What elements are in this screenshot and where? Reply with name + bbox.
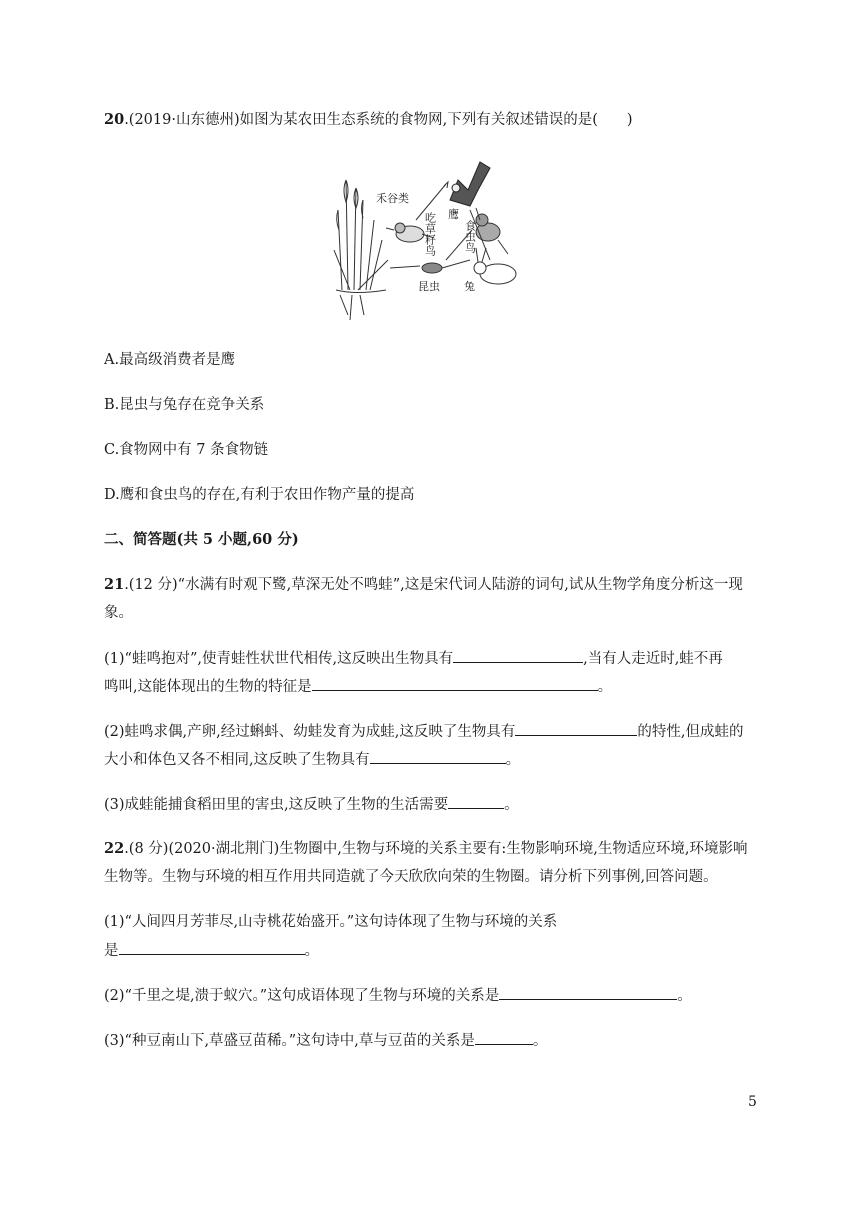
q22-part1-line2 xyxy=(104,940,319,961)
rabbit-icon xyxy=(474,248,516,284)
answer-blank[interactable] xyxy=(499,985,677,1000)
question-text: .(8 分)(2020·湖北荆门)生物圈中,生物与环境的关系主要有:生物影响环境,生物适应环境,环境影响 xyxy=(124,841,748,857)
q21-p1-text: (1)“蛙鸣抱对”,使青蛙性状世代相传,这反映出生物具有 xyxy=(104,651,454,667)
q21-p2-text: (2)蛙鸣求偶,产卵,经过蝌蚪、幼蛙发育为成蛙,这反映了生物具有 xyxy=(104,724,516,740)
q22-p2-end: 。 xyxy=(677,988,692,1004)
q21-part2-line2 xyxy=(104,749,520,770)
q21-p3-text: (3)成蛙能捕食稻田里的害虫,这反映了生物的生活需要 xyxy=(104,797,449,813)
q22-p2-text: (2)“千里之堤,溃于蚁穴。”这句成语体现了生物与环境的关系是 xyxy=(104,988,500,1004)
page-number: 5 xyxy=(748,1094,757,1110)
q21-part1-line1 xyxy=(104,648,723,669)
question-text: .(2019·山东德州)如图为某农田生态系统的食物网,下列有关叙述错误的是( ) xyxy=(124,112,633,128)
label-rabbit: 兔 xyxy=(464,280,475,293)
question-21-stem xyxy=(104,575,743,595)
insect-bird-icon xyxy=(476,214,508,254)
q22-p3-text: (3)“种豆南山下,草盛豆苗稀。”这句诗中,草与豆苗的关系是 xyxy=(104,1033,475,1049)
option-b: B.昆虫与兔存在竞争关系 xyxy=(104,397,265,413)
food-web-figure xyxy=(330,150,530,322)
question-21-stem-cont: 象。 xyxy=(104,605,133,621)
q21-p1-text3: 鸣叫,这能体现出的生物的特征是 xyxy=(104,679,312,695)
q21-p1-text2: ,当有人走近时,蛙不再 xyxy=(583,651,723,667)
question-22-stem xyxy=(104,839,747,859)
answer-blank[interactable] xyxy=(370,749,506,764)
q22-part2 xyxy=(104,985,692,1006)
q21-p2-end: 。 xyxy=(505,752,521,768)
question-number: 21 xyxy=(104,576,125,593)
q22-p1-end: 。 xyxy=(304,943,319,959)
option-a: A.最高级消费者是鹰 xyxy=(104,352,236,368)
answer-blank[interactable] xyxy=(515,721,637,736)
label-insect: 昆虫 xyxy=(418,280,440,293)
answer-blank[interactable] xyxy=(119,940,305,955)
section-title: 二、简答题(共 5 小题,60 分) xyxy=(104,531,299,548)
question-22-stem-cont: 生物等。生物与环境的相互作用共同造就了今天欣欣向荣的生物圈。请分析下列事例,回答问题。 xyxy=(104,869,718,885)
label-seed-bird: 吃草籽鸟 xyxy=(423,212,437,256)
q21-p1-end: 。 xyxy=(597,679,613,695)
answer-blank[interactable] xyxy=(448,794,504,809)
label-grain: 禾谷类 xyxy=(376,192,409,205)
q22-p3-end: 。 xyxy=(532,1033,548,1049)
q21-p2-text3: 大小和体色又各不相同,这反映了生物具有 xyxy=(104,752,370,768)
q21-p3-end: 。 xyxy=(504,797,519,813)
question-20-stem xyxy=(104,110,633,130)
q21-p2-text2: 的特性,但成蛙的 xyxy=(637,724,744,740)
answer-blank[interactable] xyxy=(475,1030,533,1045)
question-text: .(12 分)“水满有时观下鹭,草深无处不鸣蛙”,这是宋代词人陆游的词句,试从生物学角度分析这一现 xyxy=(124,577,743,593)
answer-blank[interactable] xyxy=(453,648,583,663)
insect-icon xyxy=(422,263,442,273)
q21-part3 xyxy=(104,794,519,815)
q21-part2-line1 xyxy=(104,721,743,742)
label-eagle: 鹰 xyxy=(448,208,459,221)
option-d: D.鹰和食虫鸟的存在,有利于农田作物产量的提高 xyxy=(104,487,415,503)
q22-p1-text2: 是 xyxy=(104,943,119,959)
q22-part3 xyxy=(104,1030,547,1051)
question-number: 20 xyxy=(104,111,125,128)
q21-part1-line2 xyxy=(104,676,612,697)
q22-part1-line1: (1)“人间四月芳菲尽,山寺桃花始盛开。”这句诗体现了生物与环境的关系 xyxy=(104,914,558,930)
option-c: C.食物网中有 7 条食物链 xyxy=(104,442,269,458)
question-number: 22 xyxy=(104,840,125,857)
answer-blank[interactable] xyxy=(312,676,598,691)
label-insect-bird: 食虫鸟 xyxy=(463,220,477,253)
eagle-icon xyxy=(450,162,490,206)
